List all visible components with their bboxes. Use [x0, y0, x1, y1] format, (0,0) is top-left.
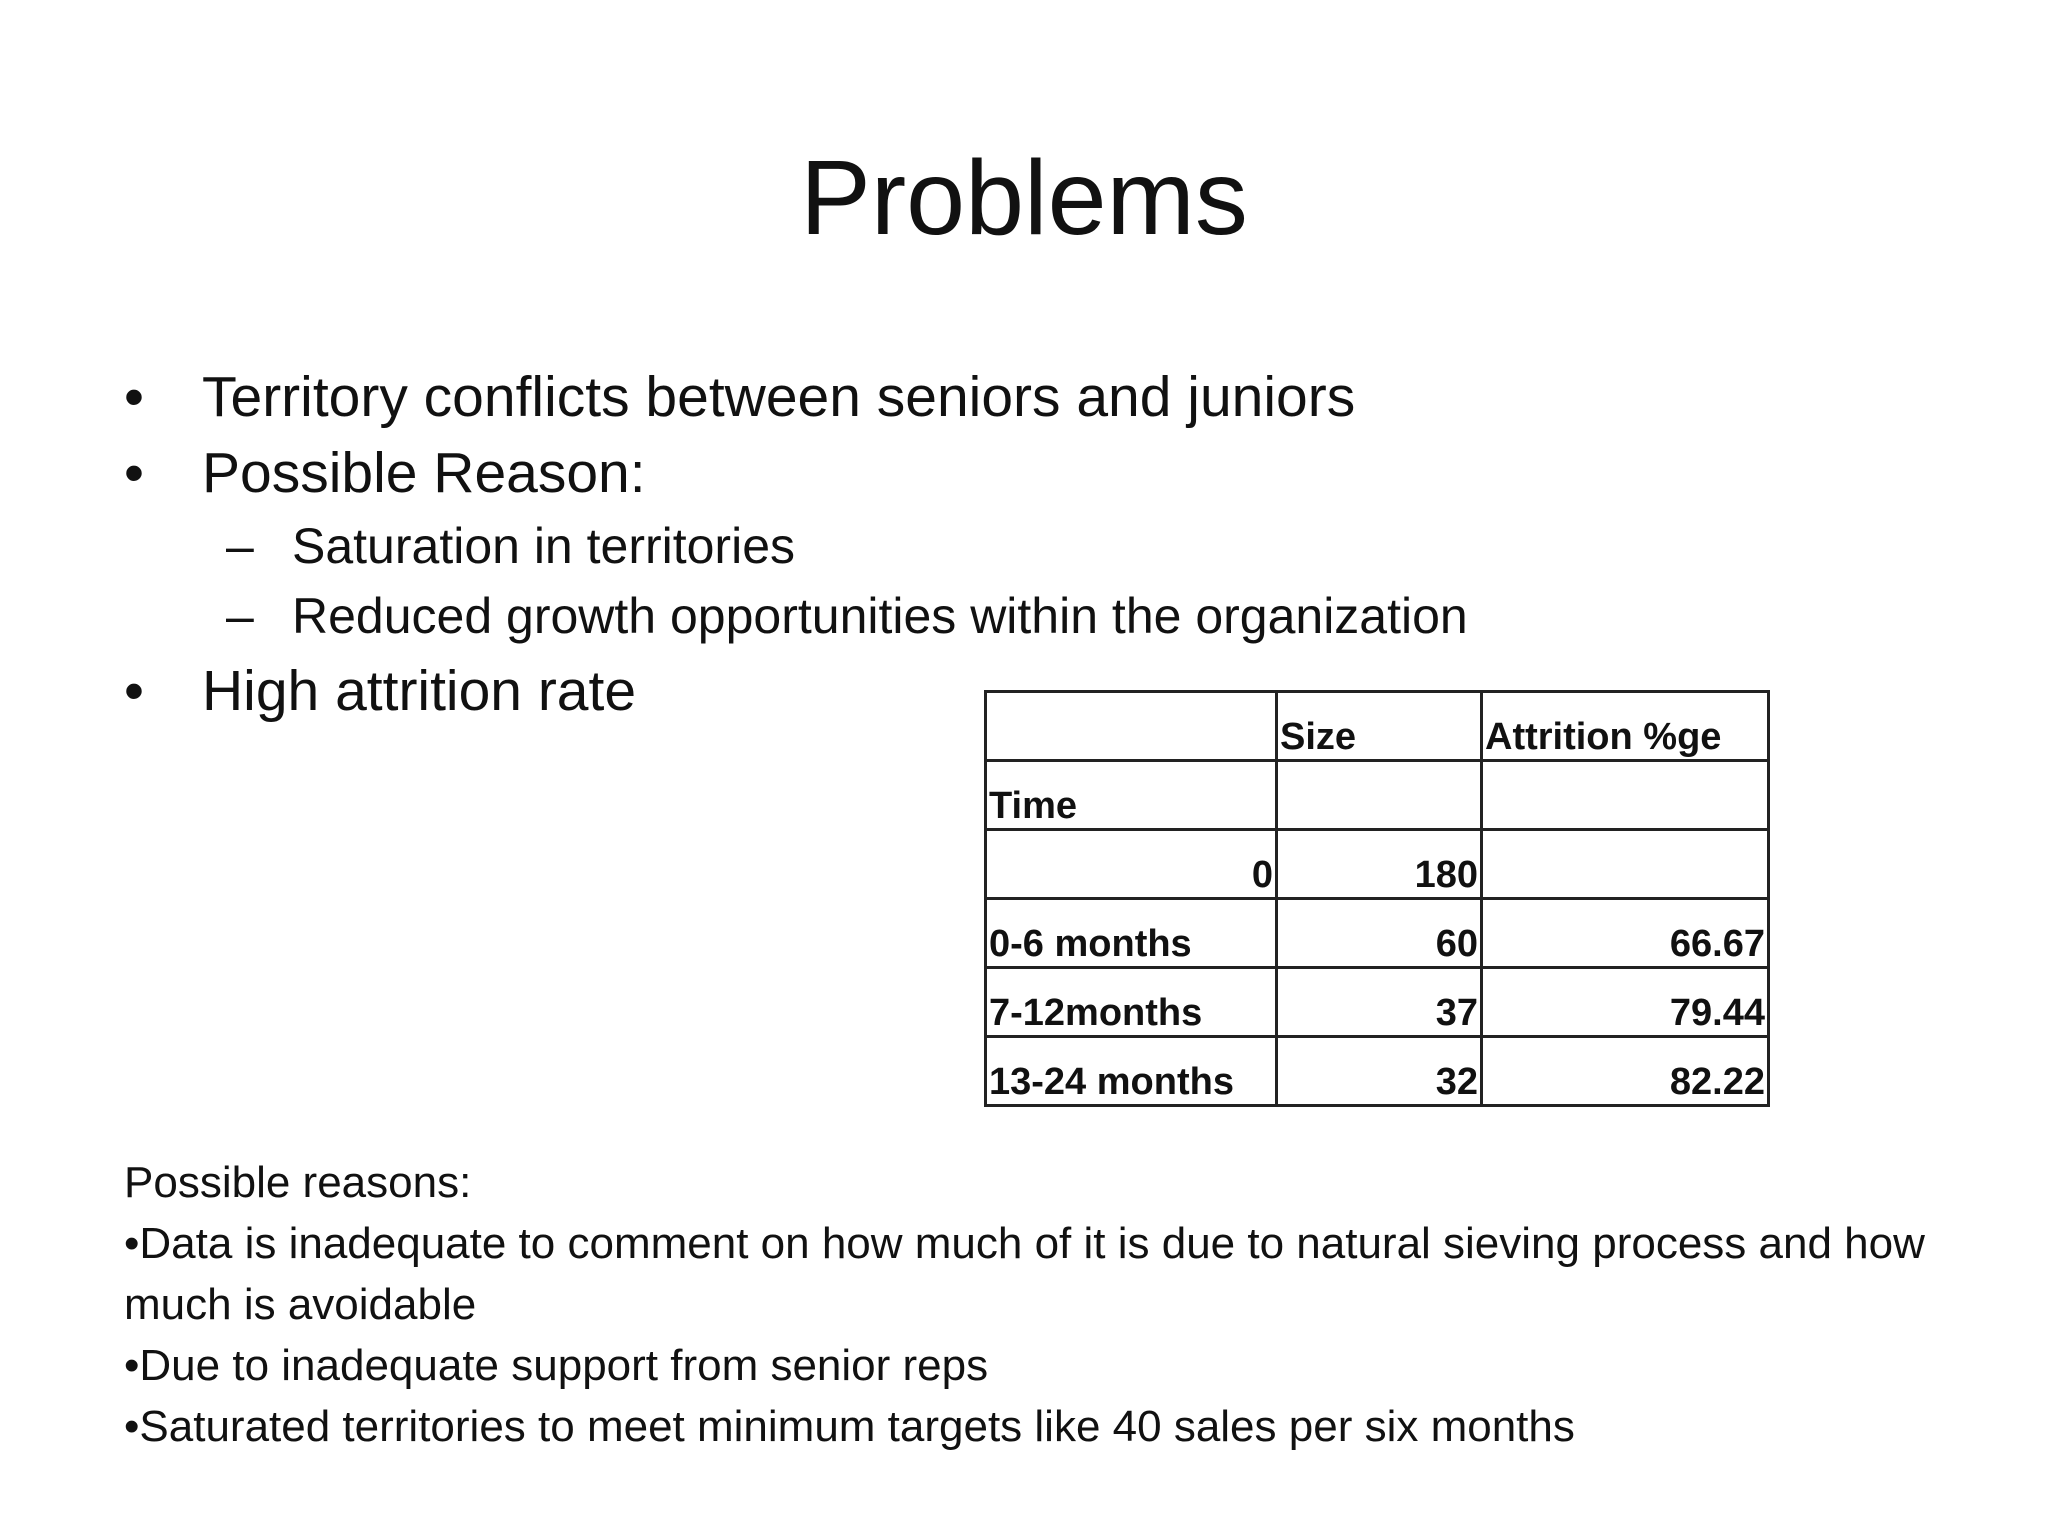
table-header-cell: Attrition %ge: [1482, 692, 1769, 761]
dash-marker: –: [226, 518, 254, 574]
table-cell: 82.22: [1482, 1037, 1769, 1106]
dash-marker: –: [226, 588, 254, 644]
table-row: [986, 899, 1769, 968]
table-cell: 7-12months: [986, 968, 1277, 1037]
table-cell: [1482, 830, 1769, 899]
table-cell: 0-6 months: [986, 899, 1277, 968]
table-row: [986, 1037, 1769, 1106]
table-cell: 13-24 months: [986, 1037, 1277, 1106]
table-row: [986, 968, 1769, 1037]
table-row: [986, 830, 1769, 899]
table-header-cell: Size: [1277, 692, 1482, 761]
notes-line: •Saturated territories to meet minimum targets like 40 sales per six months: [124, 1402, 1575, 1451]
table-header-row: [986, 692, 1769, 761]
attrition-table: [984, 690, 1770, 1107]
bullet-text: High attrition rate: [202, 659, 637, 723]
slide-title: Problems: [800, 139, 1248, 257]
bullet-marker: •: [124, 441, 144, 505]
table-cell: 37: [1277, 968, 1482, 1037]
table-row: [986, 761, 1769, 830]
table-header-cell: [986, 692, 1277, 761]
table-cell: 180: [1277, 830, 1482, 899]
table-cell: 0: [986, 830, 1277, 899]
bullet-marker: •: [124, 659, 144, 723]
bullet-marker: •: [124, 365, 144, 429]
table-cell: [1482, 761, 1769, 830]
table-cell: 79.44: [1482, 968, 1769, 1037]
bullet-text: Territory conflicts between seniors and juniors: [202, 365, 1356, 429]
sub-bullet-text: Reduced growth opportunities within the organization: [292, 588, 1468, 644]
bullet-text: Possible Reason:: [202, 441, 646, 505]
notes-line: •Data is inadequate to comment on how much of it is due to natural sieving process and how much is avoidable: [124, 1219, 1925, 1329]
table-cell: 60: [1277, 899, 1482, 968]
table-cell: 66.67: [1482, 899, 1769, 968]
table-cell: [1277, 761, 1482, 830]
notes-heading: Possible reasons:: [124, 1158, 472, 1207]
table-cell: Time: [986, 761, 1277, 830]
sub-bullet-text: Saturation in territories: [292, 518, 796, 574]
table-cell: 32: [1277, 1037, 1482, 1106]
notes-block: [124, 1152, 1964, 1457]
notes-line: •Due to inadequate support from senior reps: [124, 1341, 989, 1390]
